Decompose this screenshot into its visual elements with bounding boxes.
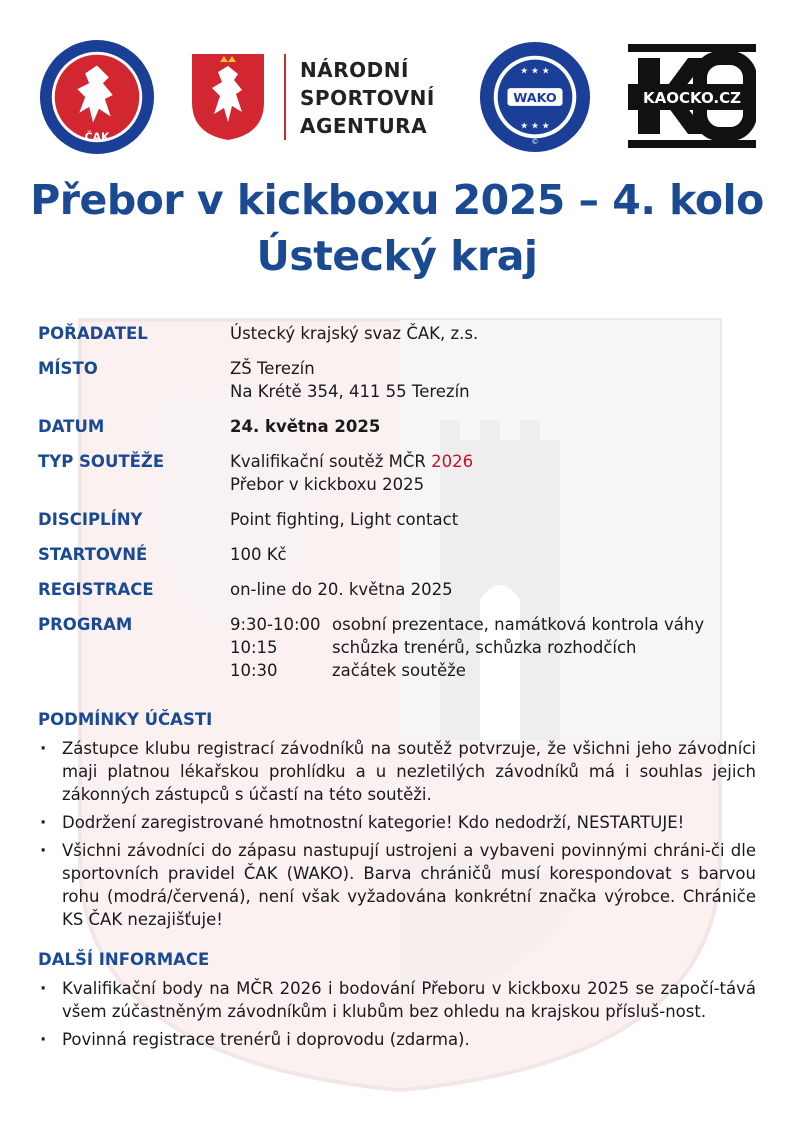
program-time: 10:30 xyxy=(230,661,278,680)
organizer-value: Ústecký krajský svaz ČAK, z.s. xyxy=(230,324,479,343)
type-year-highlight: 2026 xyxy=(431,452,474,471)
kaocko-logo xyxy=(628,44,756,148)
info-row-disciplines xyxy=(38,508,758,531)
conditions-item: · Všichni závodníci do zápasu nastupují ustrojeni a vybaveni povinnými chráni-či dle sportovních pravidel ČAK (WAKO). Barva chráničů musí korespondovat s barvou rohu (modrá/červená), není však vyžadována konkrétní značka výrobce. Chrániče KS ČAK nezajišťuje! xyxy=(38,839,756,931)
fee-label: STARTOVNÉ xyxy=(38,545,148,564)
wako-logo xyxy=(478,40,592,154)
more-info-item: · Kvalifikační body na MČR 2026 i bodování Přeboru v kickboxu 2025 se započí-tává všem zúčastněným závodníkům i klubům bez ohledu na krajskou přísluš-nost. xyxy=(38,977,756,1023)
conditions-section xyxy=(38,708,756,936)
conditions-list xyxy=(38,737,756,931)
more-info-section xyxy=(38,948,756,1056)
type-label: TYP SOUTĚŽE xyxy=(38,452,165,471)
agency-line-2: SPORTOVNÍ xyxy=(300,86,435,110)
page-subtitle: Ústecký kraj xyxy=(256,232,538,280)
agency-line-1: NÁRODNÍ xyxy=(300,58,409,82)
date-value: 24. května 2025 xyxy=(230,417,381,436)
more-info-list xyxy=(38,977,756,1051)
place-line-2: Na Krétě 354, 411 55 Terezín xyxy=(230,382,470,401)
program-text: osobní prezentace, namátková kontrola váhy xyxy=(332,615,705,634)
disciplines-value: Point fighting, Light contact xyxy=(230,510,459,529)
fee-value: 100 Kč xyxy=(230,545,287,564)
svg-text:★ ★ ★: ★ ★ ★ xyxy=(520,66,550,77)
place-value xyxy=(230,357,758,403)
more-info-title: DALŠÍ INFORMACE xyxy=(38,950,210,969)
info-row-organizer xyxy=(38,322,758,345)
czech-lion-shield-icon xyxy=(190,52,266,142)
type-value xyxy=(230,450,758,496)
type-line-1 xyxy=(230,450,758,473)
program-text: začátek soutěže xyxy=(332,661,466,680)
conditions-item: · Dodržení zaregistrované hmotnostní kategorie! Kdo nedodrží, NESTARTUJE! xyxy=(38,811,756,834)
agency-line-3: AGENTURA xyxy=(300,114,428,138)
info-row-fee xyxy=(38,543,758,566)
program-text: schůzka trenérů, schůzka rozhodčích xyxy=(332,638,637,657)
place-label: MÍSTO xyxy=(38,359,98,378)
info-row-program xyxy=(38,613,758,682)
wako-abbr: WAKO xyxy=(513,90,557,106)
info-row-place xyxy=(38,357,758,403)
program-item xyxy=(230,659,758,682)
place-line-1: ZŠ Terezín xyxy=(230,359,315,378)
page-title: Přebor v kickboxu 2025 – 4. kolo xyxy=(30,176,764,224)
type-line-2: Přebor v kickboxu 2025 xyxy=(230,475,425,494)
organizer-label: POŘADATEL xyxy=(38,324,148,343)
type-line-1-text: Kvalifikační soutěž MČR xyxy=(230,452,432,471)
event-info xyxy=(38,322,758,694)
conditions-title: PODMÍNKY ÚČASTI xyxy=(38,710,213,729)
program-list xyxy=(230,613,758,682)
more-info-item: · Povinná registrace trenérů i doprovodu (zdarma). xyxy=(38,1028,756,1051)
info-row-registration xyxy=(38,578,758,601)
disciplines-label: DISCIPLÍNY xyxy=(38,510,143,529)
program-time: 9:30-10:00 xyxy=(230,615,321,634)
kaocko-text: KAOCKO.CZ xyxy=(643,89,741,107)
cak-abbr: ČAK xyxy=(84,130,110,144)
program-label: PROGRAM xyxy=(38,615,133,634)
conditions-item: · Zástupce klubu registrací závodníků na soutěž potvrzuje, že všichni jeho závodníci maji platnou lékařskou prohlídku a u nezletilých závodníků má i souhlas jejich zákonných zástupců s účastí na této soutěži. xyxy=(38,737,756,806)
program-item xyxy=(230,613,758,636)
agency-name xyxy=(300,56,435,140)
wako-copyright: © xyxy=(531,138,539,147)
registration-value: on-line do 20. května 2025 xyxy=(230,580,453,599)
agency-divider xyxy=(284,54,286,140)
program-item xyxy=(230,636,758,659)
info-row-date xyxy=(38,415,758,438)
date-label: DATUM xyxy=(38,417,105,436)
registration-label: REGISTRACE xyxy=(38,580,154,599)
program-time: 10:15 xyxy=(230,638,278,657)
info-row-type xyxy=(38,450,758,496)
cak-logo xyxy=(38,38,156,156)
svg-text:★ ★ ★: ★ ★ ★ xyxy=(520,121,550,132)
